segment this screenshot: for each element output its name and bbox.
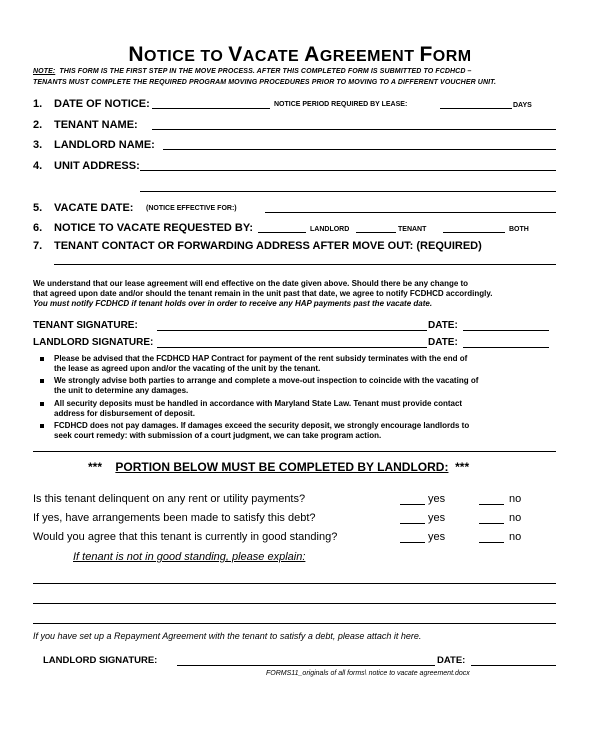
both-checkbox-line[interactable] [443,232,505,233]
landlord-name-label: LANDLORD NAME: [54,139,155,151]
repayment-note: If you have set up a Repayment Agreement with the tenant to satisfy a debt, please attach it here. [33,631,422,641]
date-of-notice-label: DATE OF NOTICE: [54,98,150,110]
bullet-4-line-1: FCDHCD does not pay damages. If damages exceed the security deposit, we strongly encourage landlords to [54,421,470,430]
unit-address-label: UNIT ADDRESS: [54,160,140,172]
footer-file-path: FORMS11_originals of all forms\ notice to vacate agreement.docx [266,670,470,677]
requested-by-label: NOTICE TO VACATE REQUESTED BY: [54,222,254,234]
landlord-option: LANDLORD [310,226,350,233]
q3-yes-label: yes [428,531,446,543]
landlord-date-label: DATE: [428,337,458,348]
landlord-date-field[interactable] [463,347,549,348]
unit-address-line-2[interactable] [140,191,556,192]
landlord-final-date-field[interactable] [471,665,556,666]
landlord-final-signature-field[interactable] [177,665,435,666]
note-line-2: TENANTS MUST COMPLETE THE REQUIRED PROGRAM MOVING PROCEDURES PRIOR TO MOVING TO A DIFFERENT VOUCHER UNIT. [33,79,497,86]
landlord-checkbox-line[interactable] [258,232,306,233]
bullet-dot [40,402,44,406]
bullet-2-line-1: We strongly advise both parties to arrange and complete a move-out inspection to coincide with the vacating of [54,376,479,385]
tenant-name-field[interactable] [152,129,556,130]
field-1-number: 1. [33,98,43,110]
bullet-3-line-2: address for disbursement of deposit. [54,409,195,418]
q2-yes-label: yes [428,512,446,524]
q1-no-line[interactable] [479,504,504,505]
date-of-notice-field[interactable] [152,108,270,109]
landlord-final-signature-label: LANDLORD SIGNATURE: [43,655,158,666]
q3-yes-line[interactable] [400,542,425,543]
agreement-line-2: that agreed upon date and/or should the tenant remain in the unit past that date, we agree to notify FCDHCD accordingly. [33,289,493,298]
bullet-dot [40,379,44,383]
tenant-checkbox-line[interactable] [356,232,396,233]
explain-line-1[interactable] [33,583,556,584]
field-5-number: 5. [33,202,43,214]
agreement-line-1: We understand that our lease agreement will end effective on the date given above. Should there be any change to [33,279,469,288]
agreement-line-3: You must notify FCDHCD if tenant holds over in order to receive any HAP payments past the vacate date. [33,299,433,308]
landlord-signature-label: LANDLORD SIGNATURE: [33,337,154,348]
q2-no-label: no [509,512,522,524]
notice-period-label: NOTICE PERIOD REQUIRED BY LEASE: [274,101,408,108]
vacate-date-field[interactable] [265,212,556,213]
forwarding-address-label: TENANT CONTACT OR FORWARDING ADDRESS AFTER MOVE OUT: (REQUIRED) [54,240,482,252]
q2-yes-line[interactable] [400,523,425,524]
q1-yes-line[interactable] [400,504,425,505]
bullet-4-line-2: seek court remedy: with submission of a court judgment, we can take program action. [54,431,382,440]
bullet-1-line-2: the lease as agreed upon and/or the vacating of the unit by the tenant. [54,364,321,373]
bullet-1-line-1: Please be advised that the FCDHCD HAP Contract for payment of the rent subsidy terminates with the end of [54,354,468,363]
explain-line-3[interactable] [33,623,556,624]
field-2-number: 2. [33,119,43,131]
bullet-dot [40,424,44,428]
q1-no-label: no [509,493,522,505]
bullet-3-line-1: All security deposits must be handled in accordance with Maryland State Law. Tenant must provide contact [54,399,463,408]
tenant-signature-field[interactable] [157,330,427,331]
both-option: BOTH [509,226,529,233]
unit-address-line-1[interactable] [140,170,556,171]
field-3-number: 3. [33,139,43,151]
tenant-name-label: TENANT NAME: [54,119,138,131]
landlord-name-field[interactable] [163,149,556,150]
tenant-date-label: DATE: [428,320,458,331]
tenant-option: TENANT [398,226,427,233]
landlord-section-heading: *** PORTION BELOW MUST BE COMPLETED BY LANDLORD: *** [88,460,470,474]
days-label: DAYS [513,102,532,109]
q1-yes-label: yes [428,493,446,505]
bullet-2-line-2: the unit to determine any damages. [54,386,189,395]
q3-no-label: no [509,531,522,543]
q2-no-line[interactable] [479,523,504,524]
question-delinquent: Is this tenant delinquent on any rent or utility payments? [33,493,306,505]
field-7-number: 7. [33,240,43,252]
question-arrangements: If yes, have arrangements been made to satisfy this debt? [33,512,316,524]
landlord-signature-field[interactable] [157,347,427,348]
notice-effective-label: (NOTICE EFFECTIVE FOR:) [146,205,237,212]
vacate-date-label: VACATE DATE: [54,202,134,214]
section-divider [33,451,556,452]
bullet-dot [40,357,44,361]
landlord-final-date-label: DATE: [437,655,466,666]
question-good-standing: Would you agree that this tenant is currently in good standing? [33,531,338,543]
notice-period-field[interactable] [440,108,512,109]
explain-label: If tenant is not in good standing, please explain: [73,551,306,563]
tenant-signature-label: TENANT SIGNATURE: [33,320,138,331]
forwarding-address-field[interactable] [54,264,556,265]
field-6-number: 6. [33,222,43,234]
q3-no-line[interactable] [479,542,504,543]
explain-line-2[interactable] [33,603,556,604]
page-title: NOTICE TO VACATE AGREEMENT FORM [128,43,472,66]
tenant-date-field[interactable] [463,330,549,331]
field-4-number: 4. [33,160,43,172]
note-line-1: NOTE: THIS FORM IS THE FIRST STEP IN THE MOVE PROCESS. AFTER THIS COMPLETED FORM IS SUBMITTED TO FCDHCD – [33,68,472,75]
